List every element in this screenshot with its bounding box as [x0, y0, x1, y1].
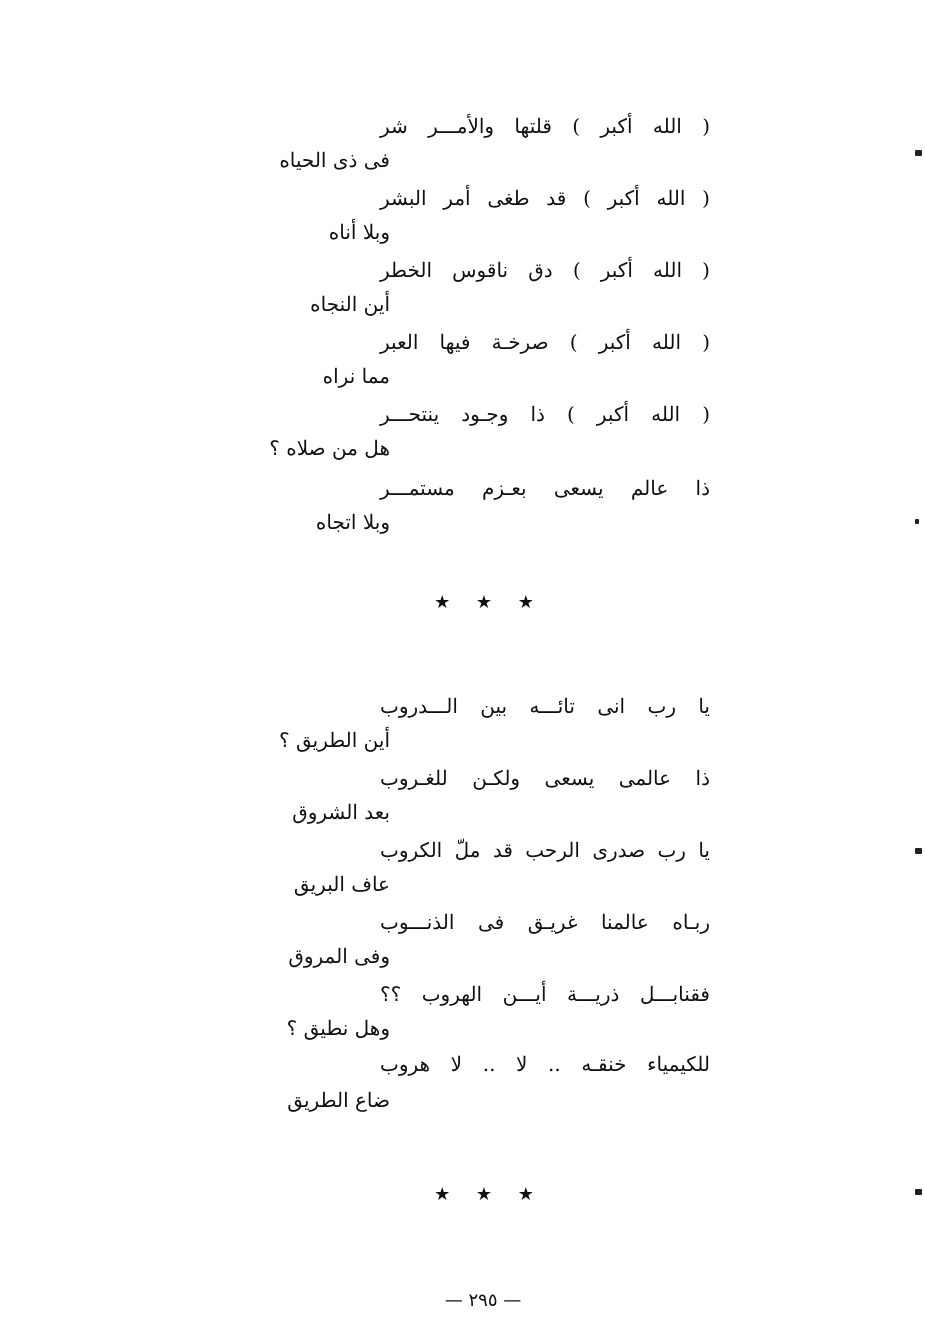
scan-edge-mark: [915, 848, 922, 854]
verse-line: ( الله أكبر ) صرخـة فيها العبر: [380, 330, 710, 354]
verse-tail: ضاع الطريق: [287, 1088, 390, 1112]
verse-line: ( الله أكبر ) قد طغى أمر البشر: [380, 186, 710, 210]
verse-line: ( الله أكبر ) ذا وجـود ينتحـــر: [380, 402, 710, 426]
verse-tail: هل من صلاه ؟: [269, 436, 390, 460]
verse-line: فقنابـــل ذريـــة أيـــن الهروب ؟؟: [380, 982, 710, 1006]
verse-tail: وهل نطيق ؟: [286, 1016, 390, 1040]
verse-tail: عاف البريق: [293, 872, 390, 896]
scan-edge-mark: [915, 150, 922, 156]
verse-tail: وفى المروق: [288, 944, 390, 968]
verse-tail: بعد الشروق: [292, 800, 390, 824]
verse-tail: فى ذى الحياه: [279, 148, 390, 172]
verse-line: يا رب انى تائـــه بين الـــدروب: [380, 694, 710, 718]
verse-tail: أين الطريق ؟: [278, 728, 390, 752]
verse-tail: مما نراه: [322, 364, 390, 388]
verse-line: ( الله أكبر ) دق ناقوس الخطر: [380, 258, 710, 282]
page-number: — ٢٩٥ —: [444, 1290, 522, 1311]
verse-tail: وبلا اتجاه: [315, 510, 390, 534]
scan-edge-mark: [915, 519, 919, 524]
scan-edge-mark: [915, 1189, 922, 1195]
verse-line: يا رب صدرى الرحب قد ملّ الكروب: [380, 838, 710, 862]
verse-line: ذا عالمى يسعى ولكـن للغـروب: [380, 766, 710, 790]
verse-tail: وبلا أناه: [328, 220, 390, 244]
section-separator: ★ ★ ★: [434, 592, 544, 613]
verse-line: ربـاه عالمنا غريـق فى الذنـــوب: [380, 910, 710, 934]
verse-line: للكيمياء خنقـه .. لا .. لا هروب: [380, 1052, 710, 1076]
verse-line: ( الله أكبر ) قلتها والأمـــر شر: [380, 114, 710, 138]
verse-line: ذا عالم يسعى بعـزم مستمـــر: [380, 476, 710, 500]
verse-tail: أين النجاه: [310, 292, 390, 316]
section-separator: ★ ★ ★: [434, 1184, 544, 1205]
